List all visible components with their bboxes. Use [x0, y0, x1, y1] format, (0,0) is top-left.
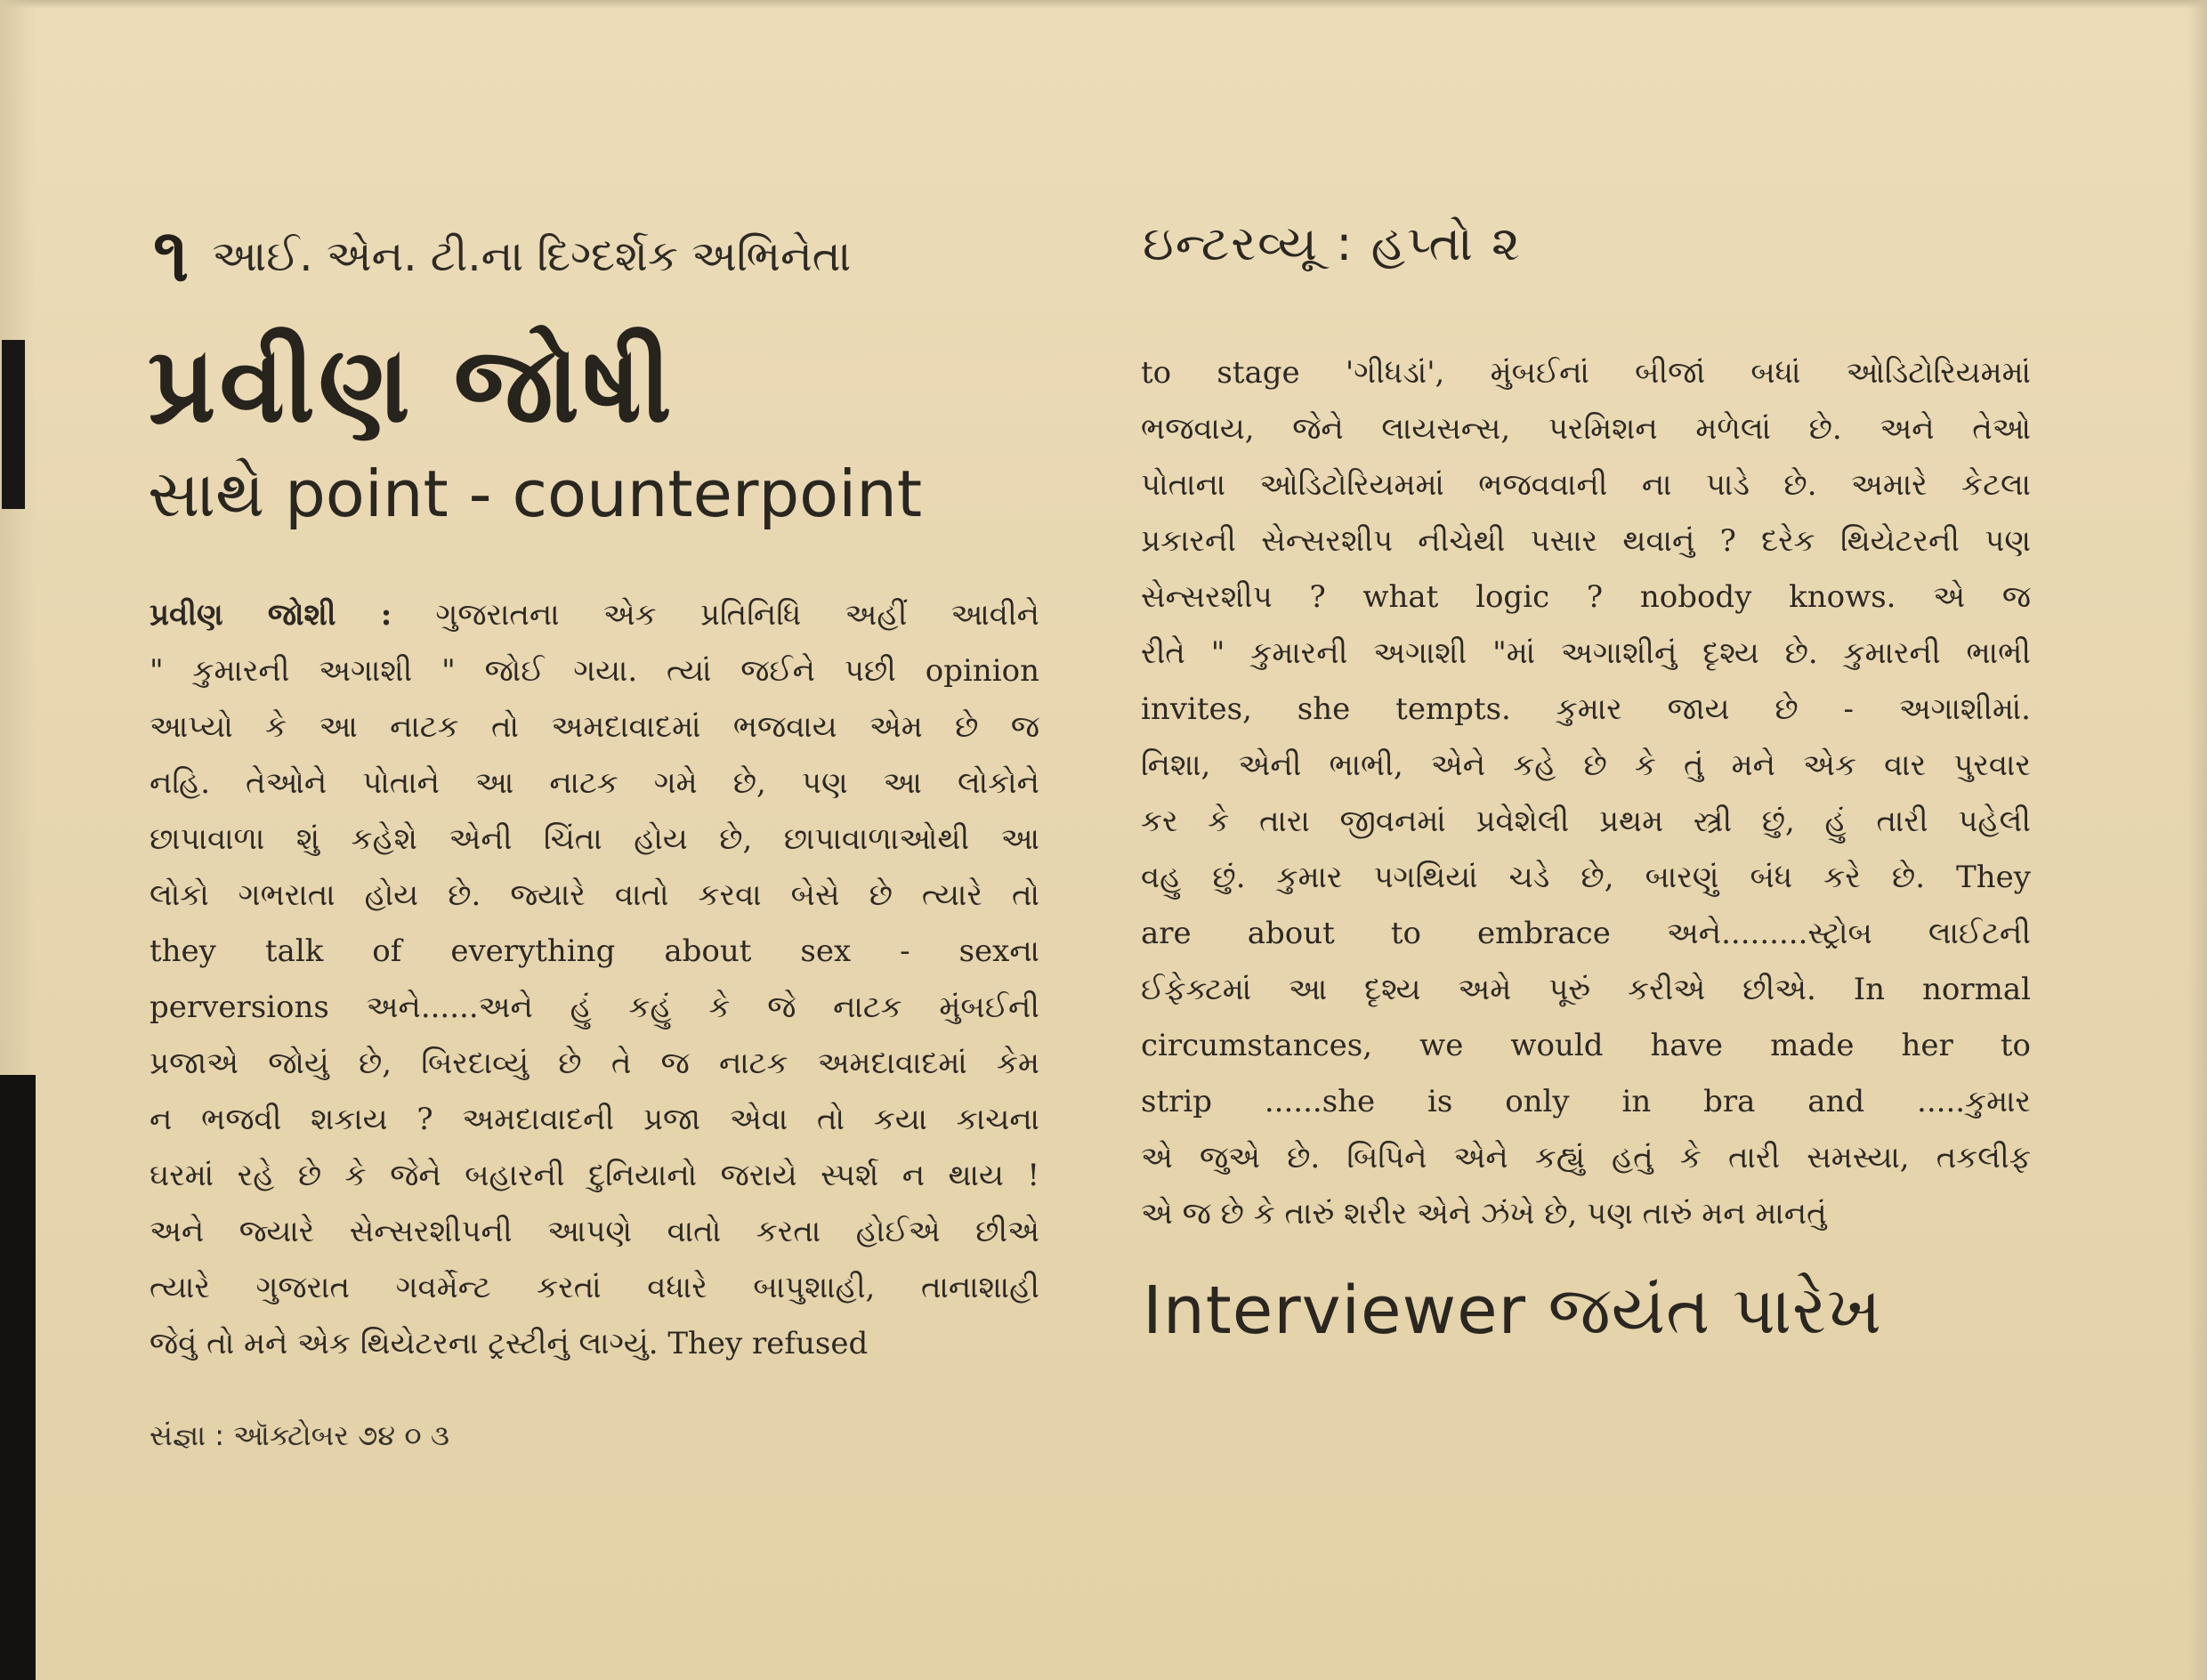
text-line: ઘરમાં રહે છે કે જેને બહારની દુનિયાનો જરાયે સ્પર્શ ન થાય ! [150, 1158, 1039, 1193]
text-line: ભજવાય, જેને લાયસન્સ, પરમિશન મળેલાં છે. અને તેઓ [1141, 411, 2031, 447]
text-line: છાપાવાળા શું કહેશે એની ચિંતા હોય છે, છાપાવાળાઓથી આ [150, 821, 1039, 857]
text-line: ત્યારે ગુજરાત ગવર્મેન્ટ કરતાં વધારે બાપુશાહી, તાનાશાહી [150, 1270, 1039, 1305]
text-line: પ્રજાએ જોયું છે, બિરદાવ્યું છે તે જ નાટક અમદાવાદમાં કેમ [150, 1046, 1039, 1081]
text-line: પ્રકારની સેન્સરશીપ નીચેથી પસાર થવાનું ? દરેક થિયેટરની પણ [1141, 523, 2031, 559]
text-line [150, 587, 1039, 643]
text-line: નિશા, એની ભાભી, એને કહે છે કે તું મને એક વાર પુરવાર [1141, 747, 2031, 783]
text-line: ન ભજવી શકાય ? અમદાવાદની પ્રજા એવા તો કયા કાચના [150, 1102, 1039, 1137]
text-line: એ જ છે કે તારું શરીર એને ઝંખે છે, પણ તારું મન માનતું [1141, 1196, 1827, 1232]
text-line: એ જુએ છે. બિપિને એને કહ્યું હતું કે તારી સમસ્યા, તકલીફ [1141, 1140, 2031, 1175]
text-line: સેન્સરશીપ ? what logic ? nobody knows. એ જ [1141, 579, 2031, 615]
text-line: invites, she tempts. કુમાર જાય છે - અગાશીમાં. [1141, 691, 2031, 727]
text-line: લોકો ગભરાતા હોય છે. જ્યારે વાતો કરવા બેસે છે ત્યારે તો [150, 877, 1039, 913]
text-line: જેવું તો મને એક થિયેટરના ટ્રસ્ટીનું લાગ્યું. They refused [150, 1326, 869, 1361]
text-line: strip ......she is only in bra and .....કુમાર [1141, 1084, 2031, 1119]
kicker [153, 212, 851, 301]
binding-mark-lower [0, 1075, 36, 1680]
interviewer-credit: Interviewer જયંત પારેખ [1143, 1272, 1883, 1349]
left-column [150, 587, 1039, 1372]
text-line: they talk of everything about sex - sexના [150, 933, 1039, 969]
text-line: વહુ છું. કુમાર પગથિયાં ચડે છે, બારણું બંધ કરે છે. They [1141, 860, 2031, 895]
kicker-text: આઈ. એન. ટી.ના દિગ્દર્શક અભિનેતા [212, 230, 852, 281]
text-line-rest: ગુજરાતના એક પ્રતિનિધિ અહીં આવીને [392, 597, 1039, 633]
binding-mark-upper [2, 340, 25, 509]
right-column [1141, 345, 2031, 1242]
text-line: are about to embrace અને.........સ્ટ્રોબ લાઈટની [1141, 916, 2031, 951]
kicker-number: ૧ [153, 214, 190, 298]
series-label: ઇન્ટરવ્યૂ : હપ્તો ૨ [1143, 215, 1522, 271]
text-line: કર કે તારા જીવનમાં પ્રવેશેલી પ્રથમ સ્ત્રી છું, હું તારી પહેલી [1141, 804, 2031, 839]
text-line: circumstances, we would have made her to [1141, 1028, 2031, 1063]
text-line: પોતાના ઓડિટોરિયમમાં ભજવવાની ના પાડે છે. અમારે કેટલા [1141, 467, 2031, 503]
text-line: to stage 'ગીધડાં', મુંબઈનાં બીજાં બધાં ઓડિટોરિયમમાં [1141, 355, 2031, 391]
article-subtitle: સાથે point - counterpoint [148, 456, 923, 531]
article-title-name: પ્રવીણ જોષી [148, 323, 675, 446]
text-line: રીતે " કુમારની અગાશી "માં અગાશીનું દૃશ્ય છે. કુમારની ભાભી [1141, 635, 2031, 671]
text-line: ઈફેક્ટમાં આ દૃશ્ય અમે પૂરું કરીએ છીએ. In normal [1141, 972, 2031, 1007]
page-right-edge [2187, 0, 2207, 1680]
speaker-label: પ્રવીણ જોશી : [150, 597, 392, 633]
page-footer: સંજ્ઞા : ઑક્ટોબર ૭૪ ૦ ૩ [150, 1418, 450, 1452]
page-top-edge [0, 0, 2207, 9]
text-line: અને જ્યારે સેન્સરશીપની આપણે વાતો કરતા હોઈએ છીએ [150, 1214, 1039, 1249]
text-line: perversions અને......અને હું કહું કે જે નાટક મુંબઈની [150, 989, 1039, 1025]
text-line: આપ્યો કે આ નાટક તો અમદાવાદમાં ભજવાય એમ છે જ [150, 709, 1039, 745]
text-line: નહિ. તેઓને પોતાને આ નાટક ગમે છે, પણ આ લોકોને [150, 765, 1039, 801]
text-line: " કુમારની અગાશી " જોઈ ગયા. ત્યાં જઈને પછી opinion [150, 653, 1039, 689]
